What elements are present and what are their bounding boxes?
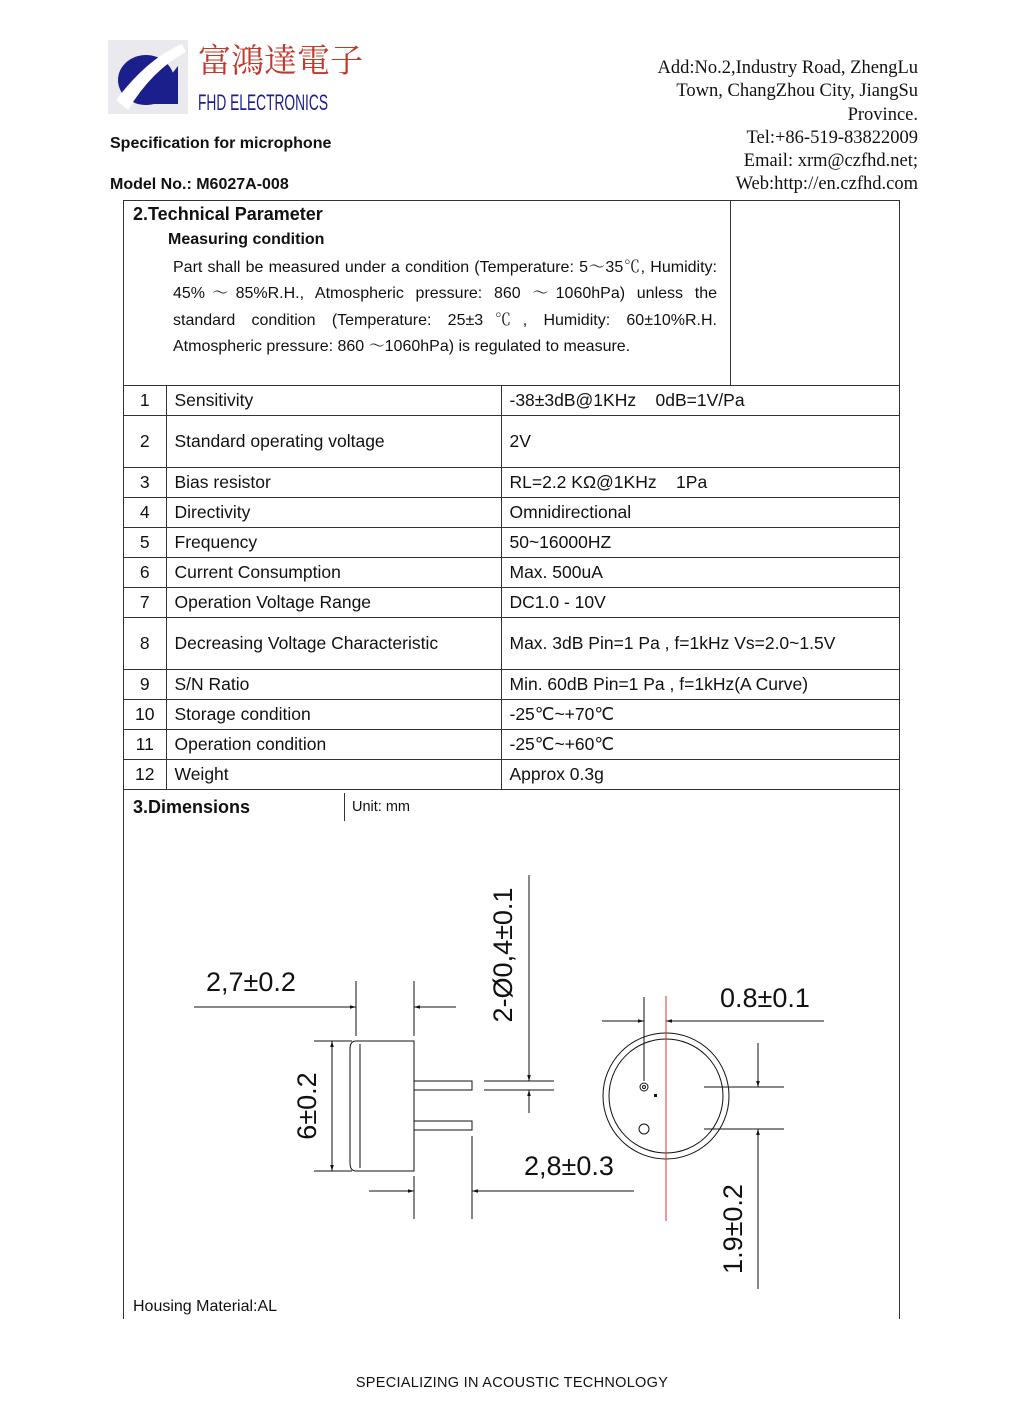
dimension-drawing — [124, 201, 899, 1319]
dim-body-height: 2,7±0.2 — [206, 967, 296, 997]
param-value: Omnidirectional — [501, 498, 899, 528]
unit-label: Unit: mm — [352, 799, 410, 815]
housing-material: Housing Material:AL — [133, 1298, 278, 1315]
footer-tagline: SPECIALIZING IN ACOUSTIC TECHNOLOGY — [355, 1375, 669, 1391]
address-line: Province. — [847, 104, 918, 125]
address-line: Add:No.2,Industry Road, ZhengLu — [657, 58, 918, 78]
dim-pin-offset: 0.8±0.1 — [720, 983, 810, 1013]
param-no: 4 — [124, 498, 166, 528]
param-name: Directivity — [166, 498, 501, 528]
param-no: 8 — [124, 618, 166, 670]
param-value: Max. 3dB Pin=1 Pa , f=1kHz Vs=2.0~1.5V — [501, 618, 899, 670]
company-en: FHD ELECTRONICS — [198, 90, 328, 115]
param-name: Decreasing Voltage Characteristic — [166, 618, 501, 670]
param-name: Frequency — [166, 528, 501, 558]
param-name: Bias resistor — [166, 468, 501, 498]
company-address — [657, 57, 918, 197]
param-value: -25℃~+70℃ — [501, 700, 899, 730]
param-value: Approx 0.3g — [501, 760, 899, 790]
param-value: 50~16000HZ — [501, 528, 899, 558]
param-value: -25℃~+60℃ — [501, 730, 899, 760]
param-no: 9 — [124, 670, 166, 700]
param-name: Weight — [166, 760, 501, 790]
address-line: Web:http://en.czfhd.com — [735, 174, 918, 195]
pin-upper — [414, 1081, 472, 1090]
param-value: RL=2.2 KΩ@1KHz 1Pa — [501, 468, 899, 498]
param-no: 12 — [124, 760, 166, 790]
technical-parameter-heading: 2.Technical Parameter — [133, 204, 323, 224]
param-value: Min. 60dB Pin=1 Pa , f=1kHz(A Curve) — [501, 670, 899, 700]
dim-pin-pitch: 1.9±0.2 — [718, 1184, 748, 1274]
param-no: 11 — [124, 730, 166, 760]
measuring-condition-text: Part shall be measured under a condition (Temperature: 5～35℃, Humidity: 45%～85%R.H., Atmospheric pressure: 860 ～1060hPa) unless the standard condition (Temperature: 25±3℃, Humidity: 60±10%R.H. Atmospheric pressure: 860 ～1060hPa) is regulated to measure. — [173, 259, 717, 355]
param-no: 3 — [124, 468, 166, 498]
param-value: -38±3dB@1KHz 0dB=1V/Pa — [501, 386, 899, 416]
param-name: Operation Voltage Range — [166, 588, 501, 618]
dim-pin-diameter: 2-Ø0,4±0.1 — [488, 887, 518, 1023]
dimensions-heading: 3.Dimensions — [133, 797, 251, 817]
company-cn: 富鴻達電子 — [198, 41, 363, 80]
param-no: 7 — [124, 588, 166, 618]
fhd-logo — [108, 38, 363, 118]
param-name: S/N Ratio — [166, 670, 501, 700]
address-line: Tel:+86-519-83822009 — [746, 127, 918, 148]
address-line: Email: xrm@czfhd.net; — [743, 151, 918, 172]
param-name: Operation condition — [166, 730, 501, 760]
param-name: Sensitivity — [166, 386, 501, 416]
param-no: 10 — [124, 700, 166, 730]
param-no: 1 — [124, 386, 166, 416]
front-pin — [639, 1124, 649, 1134]
measuring-condition-heading: Measuring condition — [168, 231, 325, 248]
pin-lower — [414, 1121, 472, 1130]
spec-title: Specification for microphone — [110, 135, 332, 152]
param-no: 2 — [124, 416, 166, 468]
param-no: 6 — [124, 558, 166, 588]
param-value: Max. 500uA — [501, 558, 899, 588]
spec-frame — [123, 200, 900, 1319]
param-name: Current Consumption — [166, 558, 501, 588]
dim-pin-length: 2,8±0.3 — [524, 1151, 614, 1181]
param-value: DC1.0 - 10V — [501, 588, 899, 618]
param-name: Storage condition — [166, 700, 501, 730]
param-value: 2V — [501, 416, 899, 468]
param-no: 5 — [124, 528, 166, 558]
param-name: Standard operating voltage — [166, 416, 501, 468]
model-number: Model No.: M6027A-008 — [110, 176, 289, 193]
dim-diameter: 6±0.2 — [292, 1072, 322, 1140]
address-line: Town, ChangZhou City, JiangSu — [676, 81, 918, 102]
